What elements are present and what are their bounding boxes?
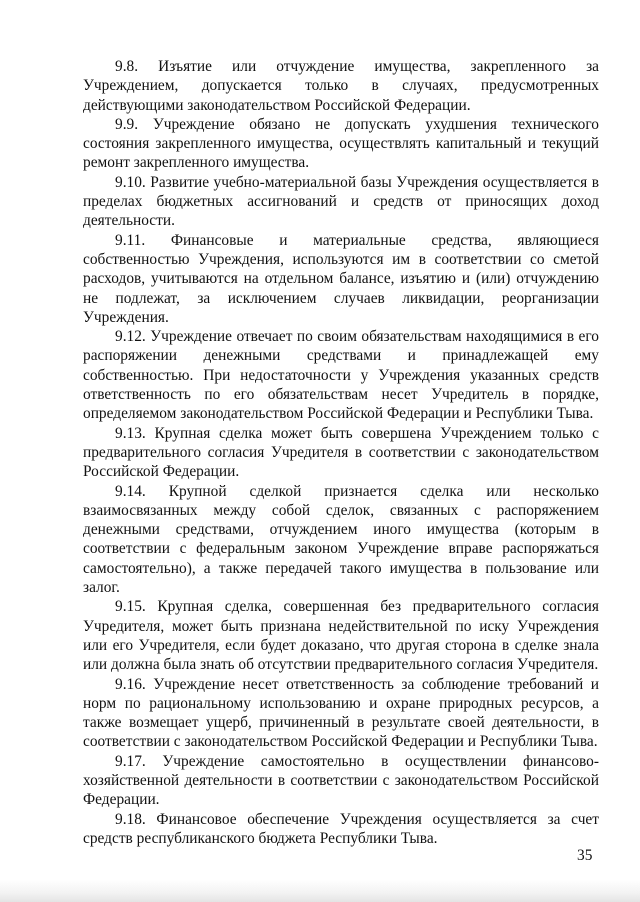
- paragraph-9-11: 9.11. Финансовые и материальные средства, являющиеся собственностью Учреждения, используются им в соответствии со сметой расходов, учитываются на отдельном балансе, изъятию и (или) отчуждению не подлежат, за исключением случаев ликвидации, реорганизации Учреждения.: [83, 231, 599, 326]
- paragraph-9-13: 9.13. Крупная сделка может быть совершена Учреждением только с предварительного согласия Учредителя в соответствии с законодательством Российской Федерации.: [83, 424, 599, 481]
- paragraph-9-17: 9.17. Учреждение самостоятельно в осуществлении финансово-хозяйственной деятельности в соответствии с законодательством Российской Федерации.: [83, 752, 599, 809]
- paragraph-9-18: 9.18. Финансовое обеспечение Учреждения осуществляется за счет средств республиканского бюджета Республики Тыва.: [83, 810, 599, 847]
- paragraph-9-16: 9.16. Учреждение несет ответственность за соблюдение требований и норм по рациональному использованию и охране природных ресурсов, а также возмещает ущерб, причиненный в результате своей деятельности, в соответствии с законодательством Российской Федерации и Республики Тыва.: [83, 675, 599, 751]
- paragraph-9-14: 9.14. Крупной сделкой признается сделка или несколько взаимосвязанных между собой сделок, связанных с распоряжением денежными средствами, отчуждением иного имущества (которым в соответствии с федеральным законом Учреждение вправе распоряжаться самостоятельно), а также передачей такого имущества в пользование или залог.: [83, 482, 599, 597]
- paragraph-9-8: 9.8. Изъятие или отчуждение имущества, закрепленного за Учреждением, допускается только в случаях, предусмотренных действующими законодательством Российской Федерации.: [83, 58, 599, 114]
- paragraph-9-10: 9.10. Развитие учебно-материальной базы Учреждения осуществляется в пределах бюджетных ассигнований и средств от приносящих доход деятельности.: [83, 173, 599, 230]
- paragraph-9-12: 9.12. Учреждение отвечает по своим обязательствам находящимися в его распоряжении денежными средствами и принадлежащей ему собственностью. При недостаточности у Учреждения указанных средств ответственность по его обязательствам несет Учредитель в порядке, определяемом законодательством Российской Федерации и Республики Тыва.: [83, 328, 599, 423]
- paragraph-9-15: 9.15. Крупная сделка, совершенная без предварительного согласия Учредителя, может быть признана недействительной по иску Учреждения или его Учредителя, если будет доказано, что другая сторона в сделке знала или должна была знать об отсутствии предварительного согласия Учредителя.: [83, 598, 599, 674]
- paragraph-9-9: 9.9. Учреждение обязано не допускать ухудшения технического состояния закрепленного имущества, осуществлять капитальный и текущий ремонт закрепленного имущества.: [83, 115, 599, 172]
- page-number: 35: [577, 847, 593, 864]
- document-body: [83, 57, 599, 848]
- scan-edge-shadow: [0, 880, 640, 902]
